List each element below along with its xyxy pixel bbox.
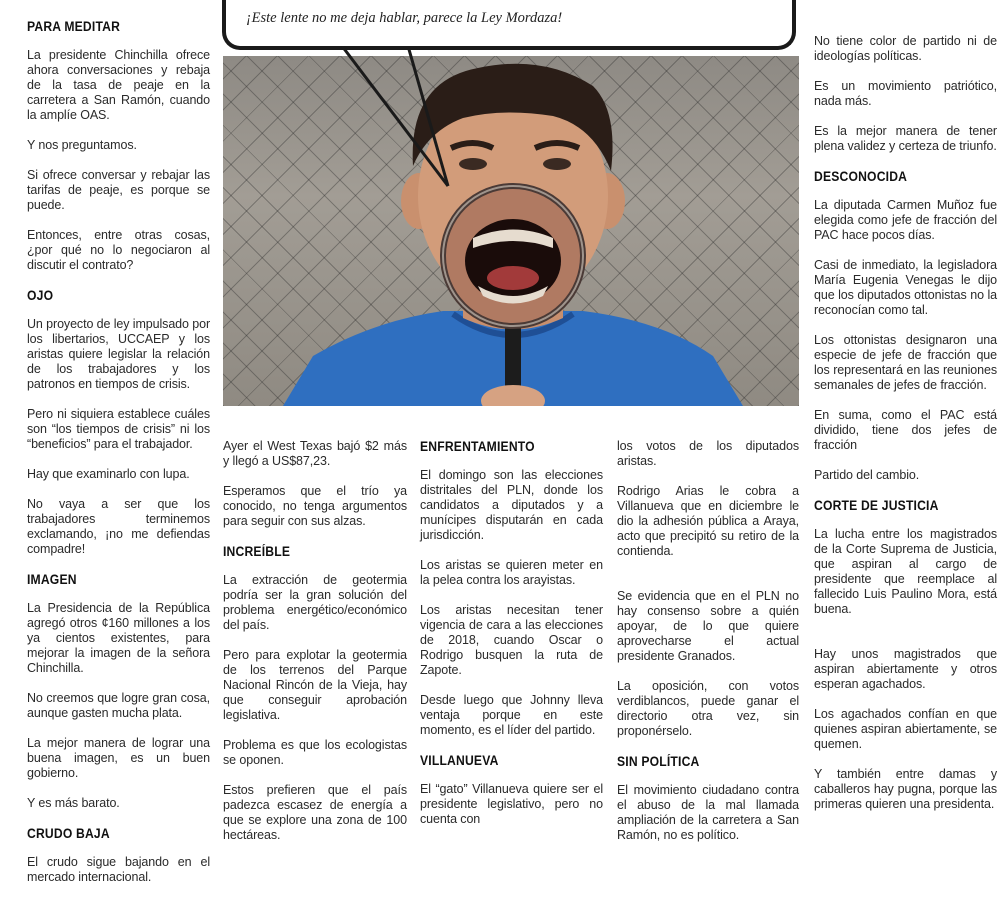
news-photo — [223, 56, 799, 406]
column-spacer — [617, 574, 799, 589]
column-5 — [814, 34, 997, 827]
section-heading: CORTE DE JUSTICIA — [814, 498, 939, 513]
paragraph: La lucha entre los magistrados de la Corte Suprema de Justicia, que aspiran al cargo de presidente que reemplace al fallecido Luis Paulino Mora, está buena. — [814, 527, 997, 616]
column-2 — [223, 439, 407, 858]
paragraph: No tiene color de partido ni de ideologías políticas. — [814, 34, 997, 63]
column-1 — [27, 19, 210, 900]
paragraph: Esperamos que el trío ya conocido, no tenga argumentos para seguir con sus alzas. — [223, 484, 407, 528]
paragraph: La diputada Carmen Muñoz fue elegida como jefe de fracción del PAC hace pocos días. — [814, 198, 997, 242]
paragraph: Y nos preguntamos. — [27, 138, 137, 152]
column-4 — [617, 439, 799, 858]
paragraph: No creemos que logre gran cosa, aunque gasten mucha plata. — [27, 691, 210, 720]
section-heading: CRUDO BAJA — [27, 826, 110, 841]
boy-with-magnifier-illustration — [223, 56, 799, 406]
section-heading: DESCONOCIDA — [814, 169, 908, 184]
paragraph: Y también entre damas y caballeros hay pugna, porque las primeras quieren una presidenta. — [814, 767, 997, 811]
paragraph: Pero para explotar la geotermia de los terrenos del Parque Nacional Rincón de la Vieja, hay que conseguir aprobación legislativa. — [223, 648, 407, 722]
paragraph: La oposición, con votos verdiblancos, puede ganar el directorio otra vez, sin proponérselo. — [617, 679, 799, 738]
paragraph: Problema es que los ecologistas se oponen. — [223, 738, 407, 767]
paragraph: Los aristas se quieren meter en la pelea contra los arayistas. — [420, 558, 603, 587]
paragraph: Se evidencia que en el PLN no hay consenso sobre a quién apoyar, de lo que quiere aprovecharse el actual presidente Granados. — [617, 589, 799, 663]
paragraph: Si ofrece conversar y rebajar las tarifas de peaje, es porque se puede. — [27, 168, 210, 212]
paragraph: El movimiento ciudadano contra el abuso de la mal llamada ampliación de la carretera a San Ramón, no es político. — [617, 783, 799, 842]
paragraph: Hay que examinarlo con lupa. — [27, 467, 190, 481]
section-heading: SIN POLÍTICA — [617, 754, 700, 769]
speech-bubble-tail — [330, 46, 460, 206]
paragraph: Pero ni siquiera establece cuáles son “los tiempos de crisis” ni los “beneficios” para el trabajador. — [27, 407, 210, 451]
paragraph: Ayer el West Texas bajó $2 más y llegó a US$87,23. — [223, 439, 407, 468]
section-heading: ENFRENTAMIENTO — [420, 439, 535, 454]
paragraph: Hay unos magistrados que aspiran abiertamente y otros esperan agachados. — [814, 647, 997, 691]
paragraph: Es la mejor manera de tener plena validez y certeza de triunfo. — [814, 124, 997, 153]
paragraph: Casi de inmediato, la legisladora María Eugenia Venegas le dijo que los diputados ottonistas no la reconocían como tal. — [814, 258, 997, 317]
paragraph: No vaya a ser que los trabajadores terminemos exclamando, ¡no me defiendas compadre! — [27, 497, 210, 556]
section-heading: OJO — [27, 288, 54, 303]
paragraph: El crudo sigue bajando en el mercado internacional. — [27, 855, 210, 884]
paragraph: los votos de los diputados aristas. — [617, 439, 799, 468]
paragraph: Los agachados confían en que quienes aspiran abiertamente, se quemen. — [814, 707, 997, 751]
column-spacer — [814, 632, 997, 647]
column-3 — [420, 439, 603, 842]
section-heading: IMAGEN — [27, 572, 77, 587]
paragraph: Partido del cambio. — [814, 468, 920, 482]
paragraph: Los ottonistas designaron una especie de jefe de fracción que los representará en las reuniones semanales de jefes de fracción. — [814, 333, 997, 392]
paragraph: Un proyecto de ley impulsado por los libertarios, UCCAEP y los aristas quiere legislar la relación de los trabajadores y los patronos en tiempos de crisis. — [27, 317, 211, 391]
paragraph: El “gato” Villanueva quiere ser el presidente legislativo, pero no cuenta con — [420, 782, 603, 826]
paragraph: La mejor manera de lograr una buena imagen, es un buen gobierno. — [27, 736, 210, 780]
speech-bubble-quote: ¡Este lente no me deja hablar, parece la Ley Mordaza! — [246, 10, 563, 26]
paragraph: Desde luego que Johnny lleva ventaja porque en este momento, es el líder del partido. — [420, 693, 603, 737]
paragraph: Rodrigo Arias le cobra a Villanueva que en diciembre le dio la adhesión pública a Araya, acto que precipitó su retiro de la contienda. — [617, 484, 799, 558]
speech-bubble — [222, 0, 796, 50]
paragraph: En suma, como el PAC está dividido, tiene dos jefes de fracción — [814, 408, 997, 452]
paragraph: La presidente Chinchilla ofrece ahora conversaciones y rebaja de la tasa de peaje en la carretera a San Ramón, cuando la amplíe OAS. — [27, 48, 210, 122]
paragraph: Es un movimiento patriótico, nada más. — [814, 79, 997, 108]
section-heading: PARA MEDITAR — [27, 19, 121, 34]
paragraph: Estos prefieren que el país padezca escasez de energía a que se explore una zona de 100 hectáreas. — [223, 783, 407, 842]
paragraph: Entonces, entre otras cosas, ¿por qué no lo negociaron al discutir el contrato? — [27, 228, 210, 272]
paragraph: La extracción de geotermia podría ser la gran solución del problema energético/económico del país. — [223, 573, 407, 632]
paragraph: Los aristas necesitan tener vigencia de cara a las elecciones de 2018, cuando Oscar o Rodrigo busquen la ruta de Zapote. — [420, 603, 603, 677]
paragraph: La Presidencia de la República agregó otros ¢160 millones a los ya cientos existentes, para mejorar la imagen de la señora Chinchilla. — [27, 601, 210, 675]
section-heading: VILLANUEVA — [420, 753, 499, 768]
section-heading: INCREÍBLE — [223, 544, 291, 559]
paragraph: El domingo son las elecciones distritales del PLN, donde los candidatos a diputados y a munícipes disputarán en cada jurisdicción. — [420, 468, 603, 542]
paragraph: Y es más barato. — [27, 796, 120, 810]
